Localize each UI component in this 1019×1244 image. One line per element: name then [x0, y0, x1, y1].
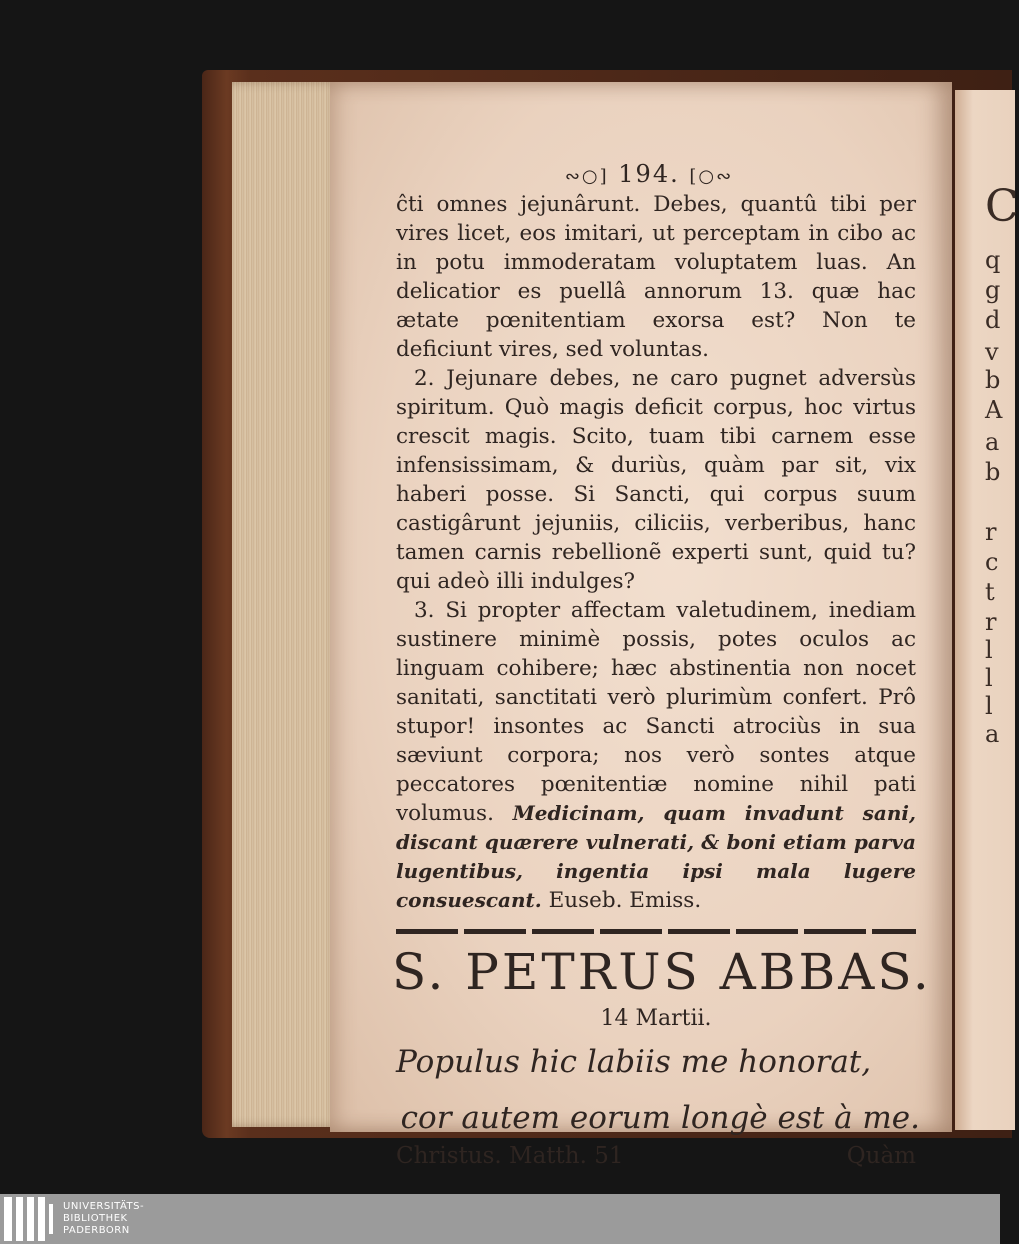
page-number: 194.: [618, 160, 680, 188]
library-logo-icon: [4, 1197, 53, 1241]
facing-page-letter: a: [985, 428, 1000, 456]
facing-page-letter: l: [985, 664, 993, 692]
paragraph-3: [396, 596, 916, 915]
facing-page-letter: t: [985, 578, 995, 606]
facing-page-letter: g: [985, 276, 1001, 304]
paragraph-text: 3. Si propter affectam valetudinem, inediam sustinere minimè possis, potes oculos ac linguam cohibere; hæc abstinentia non nocet sanitati, sanctitati verò plurimùm confert. Prô stupor! insontes ac Sancti atrociùs in sua sæviunt corpora; nos verò sontes atque peccatores pœnitentiæ nomine nihil pati volumus.: [396, 598, 916, 826]
motto-line-2: cor autem eorum longè est à me.: [400, 1100, 920, 1136]
facing-page-letter: l: [985, 636, 993, 664]
facing-page-letter: a: [985, 720, 1000, 748]
facing-page-letter: b: [985, 366, 1001, 394]
section-rule: [396, 929, 916, 934]
quotation-source: Euseb. Emiss.: [548, 888, 702, 913]
source-line: [396, 1143, 916, 1169]
library-name-line: UNIVERSITÄTS-: [63, 1201, 145, 1212]
page-content: [392, 160, 932, 1169]
facing-page-letter: r: [985, 608, 997, 636]
paragraph-1: [396, 190, 916, 364]
ornament-left: ∾○]: [564, 166, 609, 187]
facing-page-letter: l: [985, 692, 993, 720]
facing-page-letter: A: [985, 396, 1003, 424]
section-heading: S. PETRUS ABBAS.: [392, 943, 932, 1001]
paragraph-text: ĉti omnes jejunârunt. Debes, quantû tibi per vires licet, eos imitari, ut perceptam in cibo ac in potu immoderatam voluptatem luas. An delicatior es puellâ annorum 13. quæ hac ætate pœnitentiam exorsa est? Non te deficiunt vires, sed voluntas.: [396, 192, 916, 362]
facing-page-letter: c: [985, 548, 999, 576]
facing-page-letter: r: [985, 518, 997, 546]
facing-page-letter: d: [985, 306, 1001, 334]
facing-page-letter: C: [985, 181, 1019, 232]
motto-source: Christus. Matth. 51: [396, 1143, 624, 1169]
motto-line-1: Populus hic labiis me honorat,: [396, 1044, 872, 1080]
quotation-italic: Medicinam, quam invadunt sani, discant quærere vulnerati, & boni etiam parva lugentibus, ingentia ipsi mala lugere consuescant.: [396, 801, 916, 912]
body-text: [396, 190, 916, 915]
library-name: [63, 1201, 144, 1237]
running-head: [382, 160, 916, 190]
catchword: Quàm: [846, 1143, 916, 1169]
paragraph-2: [396, 364, 916, 596]
facing-page-letter: v: [985, 338, 999, 366]
library-name-line: BIBLIOTHEK: [63, 1213, 128, 1224]
facing-page-letter: q: [985, 246, 1001, 274]
feast-date: 14 Martii.: [600, 1006, 712, 1031]
ornament-right: [○∾: [689, 166, 734, 187]
paragraph-text: 2. Jejunare debes, ne caro pugnet adversùs spiritum. Quò magis deficit corpus, hoc virtus crescit magis. Scito, tuam tibi carnem esse infensissimam, & duriùs, quàm par sit, vix haberi posse. Si Sancti, qui corpus suum castigârunt jejuniis, ciliciis, verberibus, hanc tamen carnis rebellionẽ experti sunt, quid tu? qui adeò illi indulges?: [396, 366, 916, 594]
page-edges: [232, 82, 342, 1127]
library-footer: [0, 1194, 1000, 1244]
facing-page-edge: [955, 90, 1019, 1130]
facing-page-letter: b: [985, 458, 1001, 486]
library-name-line: PADERBORN: [63, 1225, 130, 1236]
